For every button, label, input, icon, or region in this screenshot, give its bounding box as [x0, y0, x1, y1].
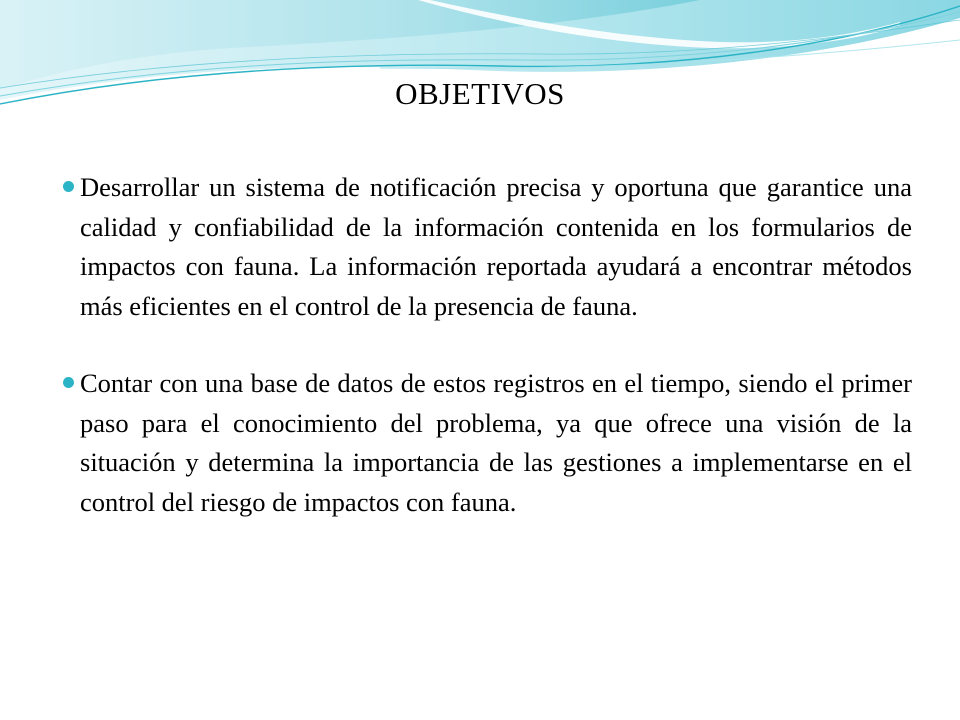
list-item	[62, 364, 912, 522]
list-item	[62, 168, 912, 326]
bullet-text: Contar con una base de datos de estos registros en el tiempo, siendo el primer paso para el conocimiento del problema, ya que ofrece una visión de la situación y determina la importancia de las gestiones a implementarse en el control del riesgo de impactos con fauna.	[80, 368, 912, 517]
bullet-list	[62, 168, 912, 560]
bullet-text: Desarrollar un sistema de notificación precisa y oportuna que garantice una calidad y confiabilidad de la información contenida en los formularios de impactos con fauna. La información reportada ayudará a encontrar métodos más eficientes en el control de la presencia de fauna.	[80, 172, 912, 321]
page-title: OBJETIVOS	[395, 76, 565, 111]
bullet-icon	[63, 377, 74, 388]
bullet-icon	[63, 181, 74, 192]
